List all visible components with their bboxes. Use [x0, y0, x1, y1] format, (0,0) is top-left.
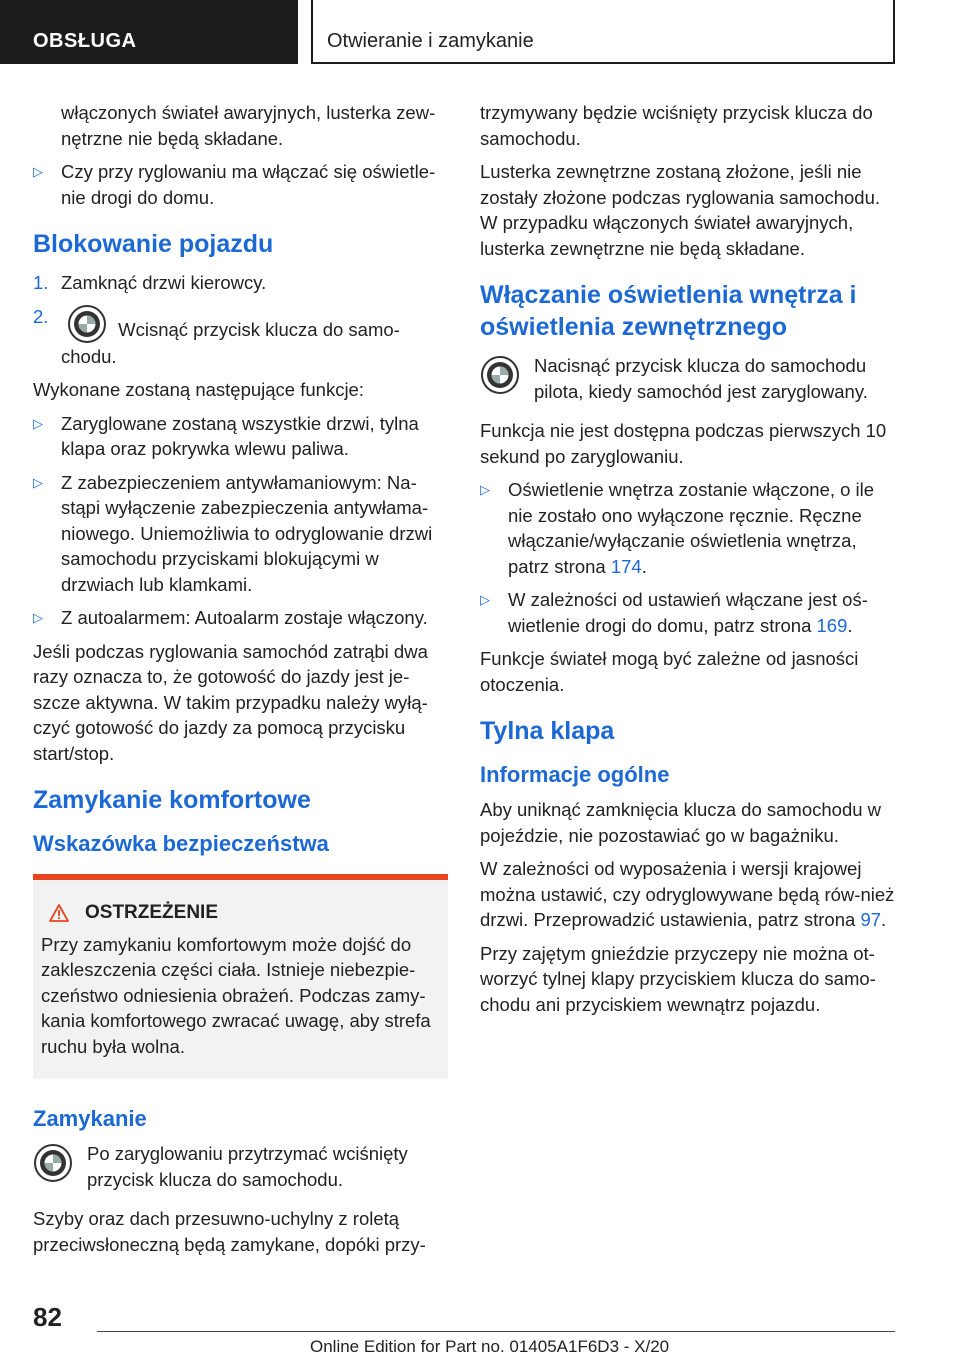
heading-general-info: Informacje ogólne: [480, 762, 670, 787]
warning-triangle-icon: [49, 904, 69, 922]
functions-intro: Wykonane zostaną następujące funkcje:: [33, 379, 364, 400]
heading-closing: Zamykanie: [33, 1106, 147, 1131]
paragraph-unavailable: Funkcja nie jest dostępna podczas pierwszych 10 sekund po zaryglowaniu.: [480, 420, 887, 467]
closing-instruction: Po zaryglowaniu przytrzymać wciśnięty przycisk klucza do samochodu.: [33, 1141, 448, 1192]
paragraph-trailer: Przy zajętym gnieździe przyczepy nie można ot-worzyć tylnej klapy przyciskiem klucza do samo-chodu ani przyciskiem wewnątrz pojazdu.: [480, 942, 876, 1015]
paragraph-mirrors: Lusterka zewnętrzne zostaną złożone, jeśli nie zostały złożone podczas ryglowania samochodu. W przypadku włączonych świateł awaryjnych, lusterka zewnętrzne nie będą składane.: [480, 161, 881, 259]
lighting-instruction: Nacisnąć przycisk klucza do samochodu pilota, kiedy samochód jest zaryglowany.: [480, 353, 895, 404]
heading-comfort-closing: Zamykanie komfortowe: [33, 786, 311, 814]
triangle-bullet-icon: ▷: [33, 610, 43, 625]
right-column: [480, 100, 895, 1025]
paragraph-windows: Szyby oraz dach przesuwno-uchylny z roletą przeciwsłoneczną będą zamykane, dopóki przy-: [33, 1208, 426, 1255]
list-item: ▷ Z zabezpieczeniem antywłamaniowym: Na-stąpi wyłączenie zabezpieczenia antywłama-niowego. Uniemożliwia to odryglowanie drzwi samochodu przyciskami blokującymi w drzwiach lub klamkami.: [33, 471, 433, 595]
page-link[interactable]: 97: [860, 909, 882, 930]
left-column: [33, 100, 448, 1265]
triangle-bullet-icon: ▷: [33, 164, 43, 179]
page-link[interactable]: 169: [816, 614, 848, 636]
bmw-key-icon: [67, 304, 107, 344]
triangle-bullet-icon: ▷: [33, 415, 43, 431]
paragraph-avoid: Aby uniknąć zamknięcia klucza do samochodu w pojeździe, nie pozostawiać go w bagażniku.: [480, 799, 882, 846]
triangle-bullet-icon: ▷: [480, 482, 490, 497]
list-item: ▷ Z autoalarmem: Autoalarm zostaje włączony.: [33, 605, 448, 631]
paragraph-continued: trzymywany będzie wciśnięty przycisk klucza do samochodu.: [480, 102, 873, 149]
paragraph-depending: W zależności od wyposażenia i wersji krajowej można ustawić, czy odryglowywane będą rów-nież drzwi. Przeprowadzić ustawienia, patrz strona 97.: [480, 858, 895, 930]
step-2: 2. Wcisnąć przycisk klucza do samo-chodu.: [33, 305, 400, 367]
heading-vehicle-lock: Blokowanie pojazdu: [33, 230, 274, 258]
bmw-key-icon: [480, 355, 520, 395]
triangle-bullet-icon: ▷: [33, 474, 43, 490]
chapter-title: Otwieranie i zamykanie: [311, 0, 895, 64]
paragraph-continued: włączonych świateł awaryjnych, lusterka zew-nętrzne nie będą składane.: [61, 102, 436, 149]
triangle-bullet-icon: ▷: [480, 592, 490, 607]
edition-footer: Online Edition for Part no. 01405A1F6D3 - X/20: [310, 1337, 670, 1356]
warning-title: OSTRZEŻENIE: [41, 900, 440, 926]
list-item: ▷ W zależności od ustawień włączane jest oś-wietlenie drogi do domu, patrz strona 169.: [480, 589, 868, 636]
footer-divider: [97, 1331, 895, 1332]
paragraph-brightness: Funkcje świateł mogą być zależne od jasności otoczenia.: [480, 648, 859, 695]
heading-lighting: Włączanie oświetlenia wnętrza i oświetlenia zewnętrznego: [480, 281, 857, 341]
list-item: ▷ Oświetlenie wnętrza zostanie włączone, o ile nie zostało ono wyłączone ręcznie. Ręczne włączanie/wyłączanie oświetlenia wnętrza, patrz strona 174.: [480, 479, 875, 577]
section-tab: OBSŁUGA: [0, 0, 298, 64]
page-link[interactable]: 174: [610, 555, 642, 577]
warning-box: [33, 874, 448, 1079]
list-item: ▷ Czy przy ryglowaniu ma włączać się oświetle-nie drogi do domu.: [33, 161, 436, 208]
heading-safety-note: Wskazówka bezpieczeństwa: [33, 831, 329, 856]
warning-text: Przy zamykaniu komfortowym może dojść do zakleszczenia części ciała. Istnieje niebezpie-czeństwo odniesienia obrażeń. Podczas zamy-kania komfortowego zwracać uwagę, aby strefa ruchu była wolna.: [41, 933, 431, 1057]
step-1: 1. Zamknąć drzwi kierowcy.: [33, 272, 267, 293]
paragraph-double-horn: Jeśli podczas ryglowania samochód zatrąbi dwa razy oznacza to, że gotowość do jazdy jest je-szcze aktywna. W takim przypadku należy wyłą-czyć gotowość do jazdy za pomocą przycisku start/stop.: [33, 640, 428, 764]
list-item: ▷ Zaryglowane zostaną wszystkie drzwi, tylna klapa oraz pokrywka wlewu paliwa.: [33, 412, 419, 459]
bmw-key-icon: [33, 1143, 73, 1183]
page-number: 82: [33, 1302, 62, 1332]
heading-tailgate: Tylna klapa: [480, 717, 615, 745]
